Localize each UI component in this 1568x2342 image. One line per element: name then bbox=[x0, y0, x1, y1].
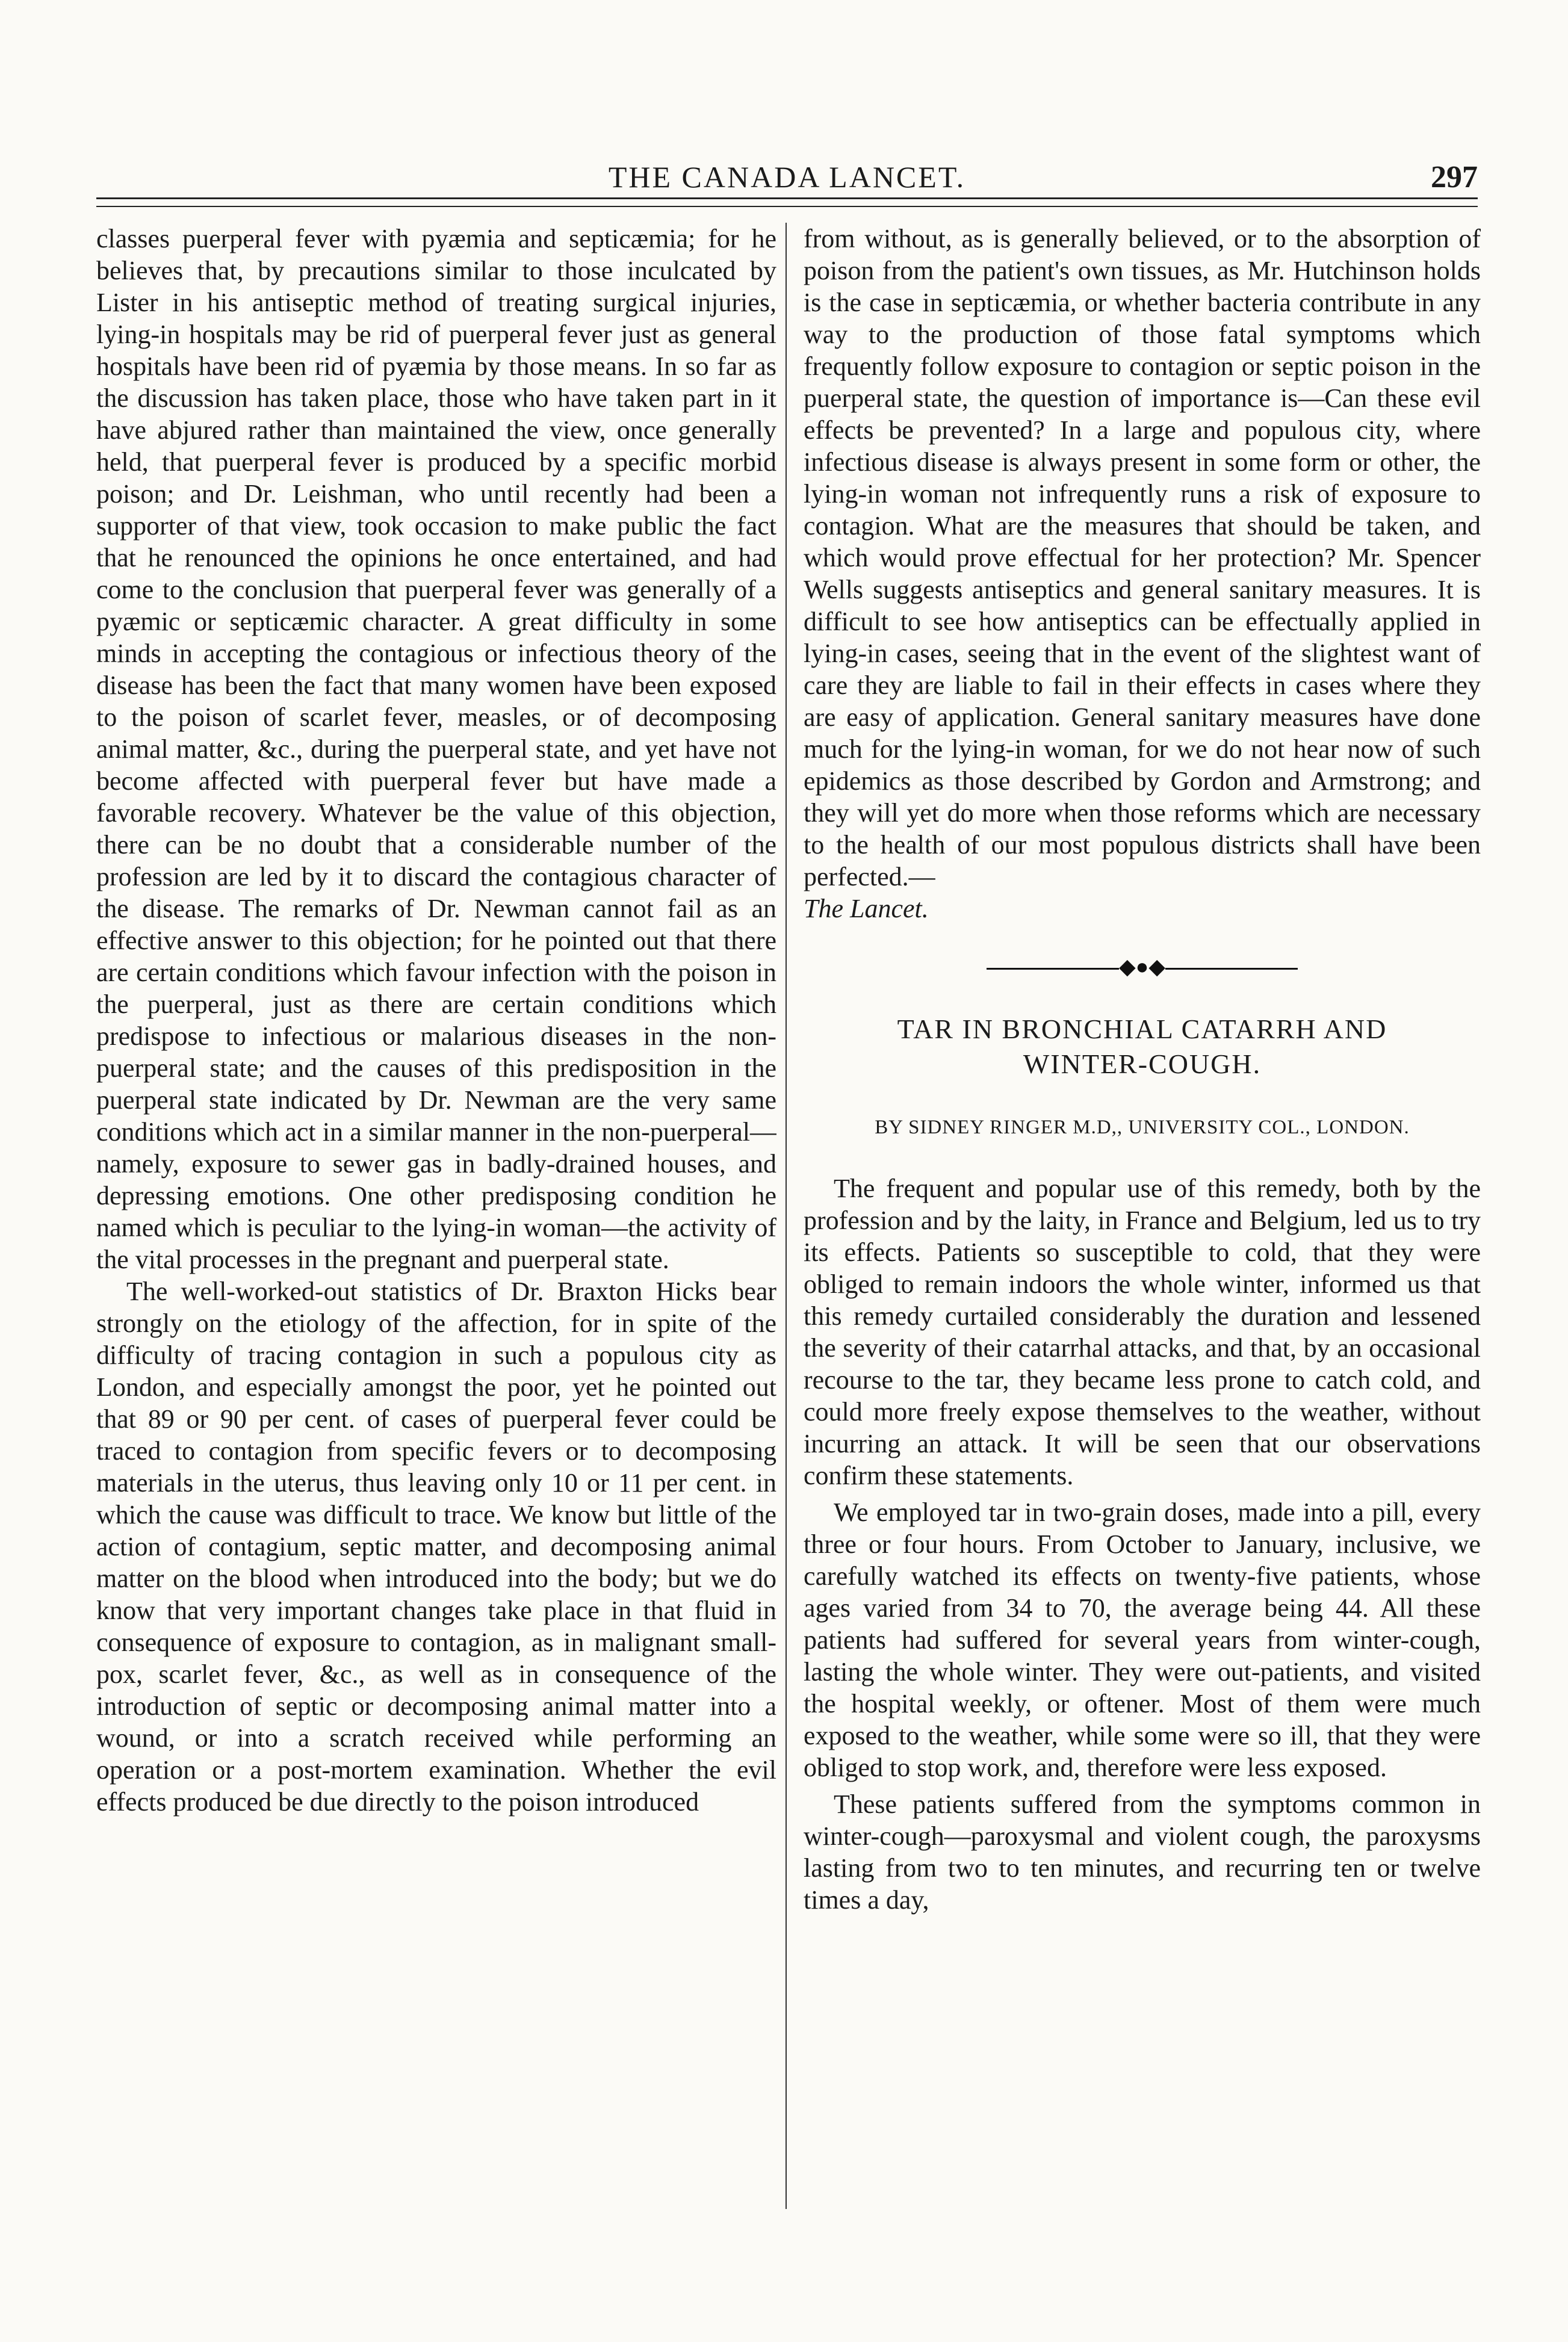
article-paragraph-2: We employed tar in two-grain doses, made into a pill, every three or four hours. From October to January, inclusive, we carefully watched its effects on twenty-five patients, whose ages varied from 34 to 70, the average being 44. All these patients had suffered for several years from winter-cough, lasting the whole winter. They were out-patients, and visited the hospital weekly, or oftener. Most of them were much exposed to the weather, while some were so ill, that they were obliged to stop work, and, therefore were less exposed. bbox=[804, 1498, 1481, 1782]
header-rule bbox=[96, 197, 1478, 199]
right-column bbox=[804, 223, 1481, 2221]
header-rule-thin bbox=[96, 206, 1478, 207]
article-title bbox=[804, 1012, 1481, 1082]
article-title-line-2: WINTER-COUGH. bbox=[1023, 1049, 1262, 1079]
section-ornament: ◆●◆ bbox=[804, 955, 1481, 979]
article-paragraph-1: The frequent and popular use of this remedy, both by the profession and by the laity, in France and Belgium, led us to try its effects. Patients so susceptible to cold, that they were obliged to remain indoors the whole winter, informed us that this remedy curtailed considerably the duration and lessened the severity of their catarrhal attacks, and that, by an occasional recourse to the tar, they became less prone to catch cold, and could more freely expose themselves to the weather, without incurring an attack. It will be seen that our observations confirm these statements. bbox=[804, 1174, 1481, 1490]
continued-paragraph: from without, as is generally believed, or to the absorption of poison from the patient's own tissues, as Mr. Hutchinson holds is the case in septicæmia, or whether bacteria contribute in any way to the production of those fatal symptoms which frequently follow exposure to contagion or septic poison in the puerperal state, the question of importance is—Can these evil effects be prevented? In a large and populous city, where infectious disease is always present in some form or other, the lying-in woman not infrequently runs a risk of exposure to contagion. What are the measures that should be taken, and which would prove effectual for her protection? Mr. Spencer Wells suggests antiseptics and general sanitary measures. It is difficult to see how antiseptics can be effectually applied in lying-in cases, seeing that in the event of the slightest want of care they are liable to fail in their effects in cases where they are easy of application. General sanitary measures have done much for the lying-in woman, for we do not hear now of such epidemics as those described by Gordon and Armstrong; and they will yet do more when those reforms which are necessary to the health of our most populous districts shall have been perfected.— bbox=[804, 224, 1481, 891]
left-column bbox=[96, 223, 776, 2221]
running-title: THE CANADA LANCET. bbox=[608, 160, 966, 194]
page-header bbox=[96, 160, 1478, 208]
page-number: 297 bbox=[1431, 160, 1478, 194]
article-byline: BY SIDNEY RINGER M.D,, UNIVERSITY COL., LONDON. bbox=[875, 1117, 1410, 1138]
article-paragraph-3: These patients suffered from the symptoms common in winter-cough—paroxysmal and violent cough, the paroxysms lasting from two to ten minutes, and recurring ten or twelve times a day, bbox=[804, 1789, 1481, 1915]
source-citation: The Lancet. bbox=[804, 894, 929, 923]
article-title-line-1: TAR IN BRONCHIAL CATARRH AND bbox=[897, 1014, 1387, 1044]
left-paragraph-2: The well-worked-out statistics of Dr. Braxton Hicks bear strongly on the etiology of the affection, for in spite of the difficulty of tracing contagion in such a populous city as London, and especially amongst the poor, yet he pointed out that 89 or 90 per cent. of cases of puerperal fever could be traced to contagion from specific fevers or to decomposing materials in the uterus, thus leaving only 10 or 11 per cent. in which the cause was difficult to trace. We know but little of the action of contagium, septic matter, and decomposing animal matter on the blood when introduced into the body; but we do know that very important changes take place in that fluid in consequence of exposure to contagion, as in malignant small-pox, scarlet fever, &c., as well as in consequence of the introduction of septic or decomposing animal matter into a wound, or into a scratch received while performing an operation or a post-mortem examination. Whether the evil effects produced be due directly to the poison introduced bbox=[96, 1277, 776, 1817]
column-divider bbox=[786, 223, 787, 2209]
left-paragraph-1: classes puerperal fever with pyæmia and septicæmia; for he believes that, by precautions similar to those inculcated by Lister in his antiseptic method of treating surgical injuries, lying-in hospitals may be rid of puerperal fever just as general hospitals have been rid of pyæmia by those means. In so far as the discussion has taken place, those who have taken part in it have abjured rather than maintained the view, once generally held, that puerperal fever is produced by a specific morbid poison; and Dr. Leishman, who until recently had been a supporter of that view, took occasion to make public the fact that he renounced the opinions he once entertained, and had come to the conclusion that puerperal fever was generally of a pyæmic or septicæmic character. A great difficulty in some minds in accepting the contagious or infectious theory of the disease has been the fact that many women have been exposed to the poison of scarlet fever, measles, or of decomposing animal matter, &c., during the puerperal state, and yet have not become affected with puerperal fever but have made a favorable recovery. Whatever be the value of this objection, there can be no doubt that a considerable number of the profession are led by it to discard the contagious character of the disease. The remarks of Dr. Newman cannot fail as an effective answer to this objection; for he pointed out that there are certain conditions which favour infection with the poison in the puerperal, just as there are certain conditions which predispose to infectious or malarious diseases in the non-puerperal state; and the causes of this predisposition in the puerperal state indicated by Dr. Newman are the very same conditions which act in a similar manner in the non-puerperal—namely, exposure to sewer gas in badly-drained houses, and depressing emotions. One other predisposing condition he named which is peculiar to the lying-in woman—the activity of the vital processes in the pregnant and puerperal state. bbox=[96, 224, 776, 1274]
